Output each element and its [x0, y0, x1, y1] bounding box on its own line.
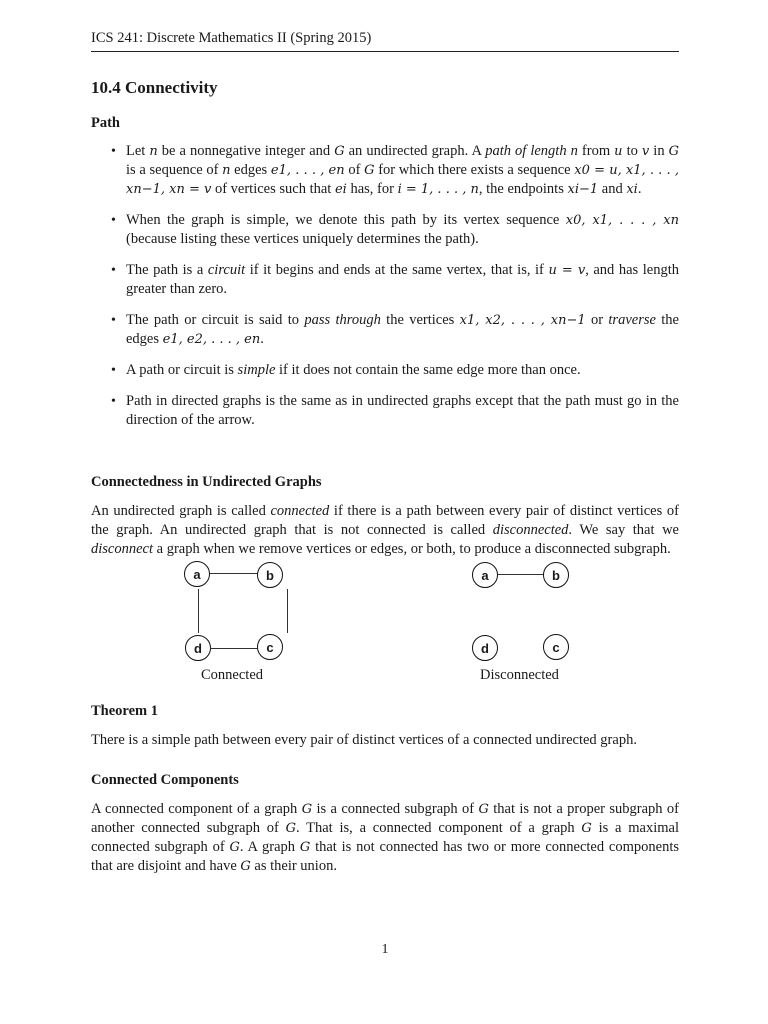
edge-a-d [198, 589, 199, 633]
text: or [585, 312, 609, 328]
text: a graph when we remove vertices or edges, or both, to produce a disconnected subgraph. [153, 541, 671, 557]
emphasis: disconnected [492, 522, 569, 538]
math: xi−1 [567, 182, 599, 197]
text: that is not a proper subgraph of another connected subgraph of [91, 801, 679, 836]
text: be a nonnegative integer and [157, 143, 335, 159]
path-bullet-list [91, 142, 679, 442]
connected-caption: Connected [201, 667, 264, 683]
vertex-a: a [472, 562, 498, 588]
vertex-d: d [472, 635, 498, 661]
vertex-b: b [543, 562, 569, 588]
bullet-pass-through [91, 311, 679, 349]
text: is a connected subgraph of [312, 801, 479, 817]
math: e1, . . . , en [270, 163, 345, 178]
text: as their union. [250, 858, 337, 874]
math: i = 1, . . . , n [397, 182, 479, 197]
math: x0 = u, x1, . . . , xn−1, xn = v [126, 163, 679, 197]
text: . [637, 181, 642, 197]
vertex-b: b [257, 562, 283, 588]
math: n [149, 144, 158, 159]
text: (because listing these vertices uniquely determines the path). [126, 231, 479, 247]
connectedness-paragraph [91, 502, 679, 559]
text: of [344, 162, 365, 178]
edge-a-b [207, 573, 261, 574]
theorem-text: There is a simple path between every pair of distinct vertices of a connected undirected graph. [91, 732, 637, 748]
text: an undirected graph. A [344, 143, 486, 159]
text: edges [230, 162, 271, 178]
components-heading: Connected Components [91, 772, 239, 788]
text: if there is a path between every pair of distinct vertices of the graph. An undirected graph that is not connected is called [91, 503, 679, 538]
math: G [229, 840, 240, 855]
text: Path in directed graphs is the same as in undirected graphs except that the path must go in the direction of the arrow. [126, 393, 679, 428]
math: xi [626, 182, 638, 197]
text: , and has length greater than zero. [126, 262, 679, 297]
math: G [299, 840, 311, 855]
text: if it begins and ends at the same vertex, that is, if [245, 262, 549, 278]
math: x1, x2, . . . , xn−1 [459, 313, 586, 328]
math: u = v [548, 263, 586, 278]
bullet-directed-path [91, 392, 679, 430]
math: e1, e2, . . . , en [162, 332, 261, 347]
path-heading: Path [91, 115, 120, 131]
math: G [581, 821, 592, 836]
text: the vertices [380, 312, 460, 328]
math: G [668, 144, 680, 159]
math: x0, x1, . . . , xn [565, 213, 679, 228]
bullet-circuit [91, 261, 679, 299]
text: A connected component of a graph [91, 801, 302, 817]
text: The path or circuit is said to [126, 312, 305, 328]
emphasis: simple [237, 362, 276, 378]
text: that is not connected has two or more connected components that are disjoint and have [91, 839, 679, 874]
text: of vertices such that [211, 181, 335, 197]
text: The path is a [126, 262, 208, 278]
emphasis: path of length n [485, 143, 578, 159]
text: . We say that we [568, 522, 679, 538]
text: is a maximal connected subgraph of [91, 820, 679, 855]
page-number: 1 [381, 942, 389, 957]
math: u [614, 144, 623, 159]
math: v [641, 144, 650, 159]
text: the edges [126, 312, 679, 347]
emphasis: disconnect [91, 541, 154, 557]
math: n [222, 163, 231, 178]
bullet-simple-graph-path [91, 211, 679, 249]
emphasis: pass through [304, 312, 381, 328]
emphasis: traverse [608, 312, 656, 328]
edge-a-b [497, 574, 547, 575]
text: in [649, 143, 669, 159]
emphasis: connected [270, 503, 330, 519]
text: An undirected graph is called [91, 503, 271, 519]
text: to [622, 143, 642, 159]
components-paragraph [91, 800, 679, 876]
text: from [577, 143, 615, 159]
math: ei [334, 182, 347, 197]
text: Let [126, 143, 150, 159]
math: G [334, 144, 345, 159]
text: , the endpoints [478, 181, 568, 197]
text: and [598, 181, 627, 197]
text: is a sequence of [126, 162, 223, 178]
running-header: ICS 241: Discrete Mathematics II (Spring 2015) [91, 30, 679, 52]
text: has, for [346, 181, 398, 197]
vertex-a: a [184, 561, 210, 587]
math: G [478, 802, 489, 817]
math: G [364, 163, 375, 178]
section-title: 10.4 Connectivity [91, 78, 218, 97]
text: When the graph is simple, we denote this path by its vertex sequence [126, 212, 566, 228]
text: for which there exists a sequence [374, 162, 575, 178]
vertex-d: d [185, 635, 211, 661]
bullet-simple-path [91, 361, 679, 380]
text: . That is, a connected component of a graph [296, 820, 582, 836]
disconnected-caption: Disconnected [480, 667, 559, 683]
vertex-c: c [543, 634, 569, 660]
theorem-heading: Theorem 1 [91, 703, 158, 719]
math: G [301, 802, 313, 817]
edge-b-c [287, 589, 288, 633]
vertex-c: c [257, 634, 283, 660]
bullet-path-definition [91, 142, 679, 199]
text: if it does not contain the same edge more than once. [275, 362, 581, 378]
math: G [240, 859, 251, 874]
connectedness-heading: Connectedness in Undirected Graphs [91, 474, 322, 490]
text: . [260, 331, 264, 347]
math: G [285, 821, 296, 836]
text: A path or circuit is [126, 362, 238, 378]
emphasis: circuit [207, 262, 246, 278]
text: . A graph [239, 839, 300, 855]
